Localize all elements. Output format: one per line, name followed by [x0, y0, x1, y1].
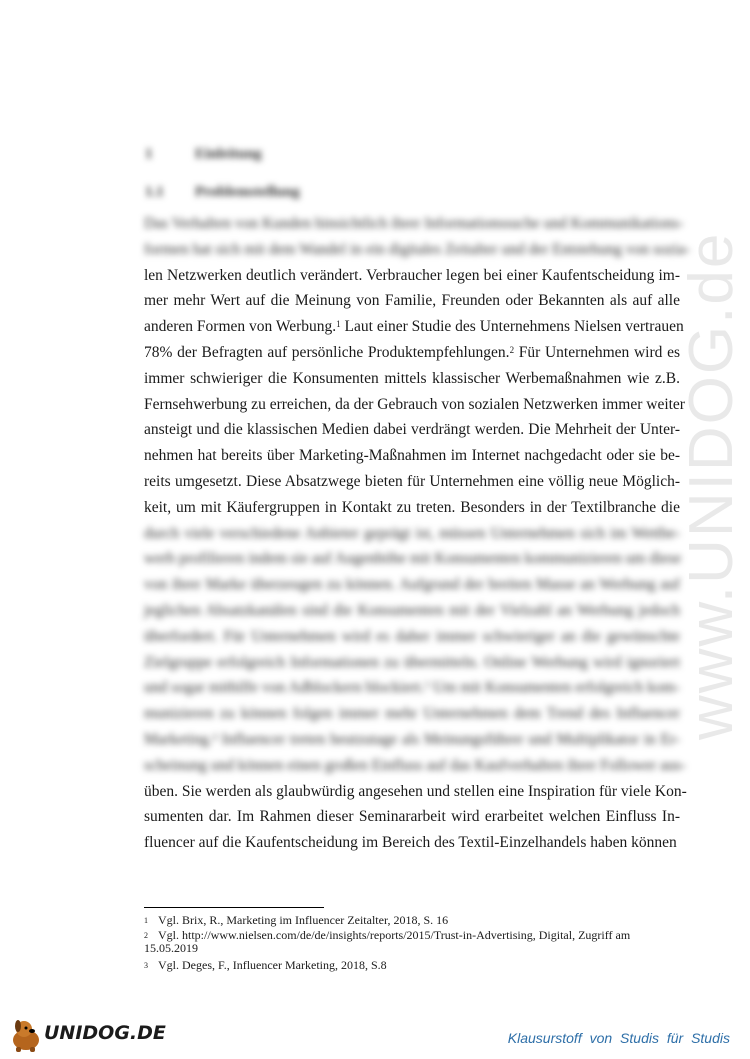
footnote-mark: 1 [144, 916, 148, 925]
line-text: sumenten dar. Im Rahmen dieser Seminararbeit wird erarbeitet welchen Einfluss In- [144, 808, 680, 826]
line-text: reits umgesetzt. Diese Absatzwege bieten für Unternehmen eine völlig neue Möglich- [144, 473, 680, 490]
line-text: anderen Formen von Werbung. [144, 318, 337, 336]
body-line [144, 498, 680, 517]
tagline: Klausurstoff von Studis für Studis [507, 1030, 730, 1046]
body-line [144, 678, 680, 697]
body-line [144, 549, 680, 568]
line-text: len Netzwerken deutlich verändert. Verbraucher legen bei einer Kaufentscheidung im- [144, 266, 680, 284]
section-heading-1-1 [145, 184, 300, 201]
line-text: formen hat sich mit dem Wandel in ein digitales Zeitalter und der Entstehung von sozia- [144, 240, 690, 258]
body-line [144, 704, 680, 723]
line-text: Das Verhalten von Kunden hinsichtlich ihrer Informationssuche und Kommunikations- [144, 215, 684, 232]
line-text: Zielgruppe erfolgreich Informationen zu übermitteln. Online Werbung wird ignoriert [144, 653, 680, 671]
body-line [144, 524, 680, 543]
body-line [144, 472, 680, 491]
footnote-3 [144, 959, 680, 972]
footnote-1 [144, 914, 680, 927]
section-heading-1 [145, 146, 262, 163]
body-line [144, 420, 680, 439]
body-line [144, 756, 686, 775]
line-text: immer schwieriger die Konsumenten mittels klassischer Werbemaßnahmen wie z.B. [144, 369, 680, 387]
line-text: fluencer auf die Kaufentscheidung im Bereich des Textil-Einzelhandels haben können [144, 834, 677, 852]
body-line [144, 627, 680, 646]
line-text: durch viele verschiedene Anbieter geprägt ist, müssen Unternehmen sich im Wettbe- [144, 524, 680, 542]
section-number: 1.1 [145, 184, 164, 200]
footnote-reference: 4 [212, 732, 217, 742]
body-line [144, 317, 684, 336]
body-line [144, 343, 680, 362]
footnote-mark: 3 [144, 961, 148, 970]
body-line [144, 369, 680, 388]
footnote-reference: 2 [509, 345, 515, 355]
line-text: und sogar mithilfe von Adblockern blockiert. [144, 679, 425, 697]
section-title: Einleitung [195, 146, 262, 162]
body-line [144, 266, 680, 285]
footnote-mark: 2 [144, 931, 148, 940]
body-line [144, 730, 680, 749]
line-text: überfordert. Für Unternehmen wird es daher immer schwieriger an die gewünschte [144, 627, 680, 645]
line-text: munizieren zu können folgen immer mehr Unternehmen dem Trend des Influencer [144, 705, 680, 723]
footnote-reference: 3 [424, 680, 430, 691]
body-line [144, 653, 680, 672]
footnote-text: Vgl. Deges, F., Influencer Marketing, 2018, S.8 [158, 958, 387, 972]
logo-wordmark: UNIDOG.DE [44, 1022, 166, 1044]
footnote-2 [144, 929, 680, 955]
line-text: ansteigt und die klassischen Medien dabei verdrängt werden. Die Mehrheit der Unter- [144, 421, 680, 439]
body-line [144, 833, 680, 852]
line-text: jeglichen Absatzkanälen sind die Konsumenten mit der Vielzahl an Werbung jedoch [144, 602, 680, 619]
footnote-reference: 1 [336, 319, 341, 330]
line-text: werb profilieren indem sie auf Augenhöhe mit Konsumenten kommunizieren um diese [144, 550, 682, 568]
line-text: scheinung und können einen großen Einfluss auf das Kaufverhalten ihrer Follower aus- [144, 756, 686, 774]
watermark-text: www.UNIDOG.de [677, 231, 746, 740]
line-text: üben. Sie werden als glaubwürdig angesehen und stellen eine Inspiration für viele Kon- [144, 782, 687, 800]
line-text: mer mehr Wert auf die Meinung von Familie, Freunden oder Bekannten als auf alle [144, 292, 680, 310]
body-line [144, 782, 687, 801]
line-text: 78% der Befragten auf persönliche Produktempfehlungen. [144, 344, 510, 361]
body-line [144, 395, 685, 414]
section-number: 1 [145, 146, 153, 162]
body-line [144, 807, 680, 826]
line-text: Fernsehwerbung zu erreichen, da der Gebrauch von sozialen Netzwerken immer weiter [144, 395, 685, 413]
body-line [144, 446, 680, 465]
body-line [144, 291, 680, 310]
body-line [144, 601, 680, 620]
line-text: nehmen hat bereits über Marketing-Maßnahmen im Internet nachgedacht oder sie be- [144, 447, 680, 465]
line-text: Um mit Konsumenten erfolgreich kom- [429, 679, 680, 697]
body-line [144, 575, 680, 594]
footnote-text: Vgl. http://www.nielsen.com/de/de/insights/reports/2015/Trust-in-Advertising, Digital, Zugriff am 15.05.2019 [144, 928, 631, 955]
line-text: von ihrer Marke überzeugen zu können. Aufgrund der breiten Masse an Werbung auf [144, 576, 680, 594]
line-text: Für Unternehmen wird es [514, 344, 680, 361]
footnote-divider [144, 907, 324, 908]
line-text: Influencer treten heutzutage als Meinungsführer und Multiplikator in Er- [216, 731, 680, 748]
body-line [144, 214, 684, 233]
line-text: Marketing. [144, 731, 213, 748]
line-text: keit, um mit Käufergruppen in Kontakt zu treten. Besonders in der Textilbranche die [144, 498, 680, 516]
section-title: Problemstellung [195, 184, 300, 200]
body-line [144, 240, 690, 259]
footnote-text: Vgl. Brix, R., Marketing im Influencer Zeitalter, 2018, S. 16 [158, 913, 449, 927]
line-text: Laut einer Studie des Unternehmens Nielsen vertrauen [340, 318, 684, 336]
